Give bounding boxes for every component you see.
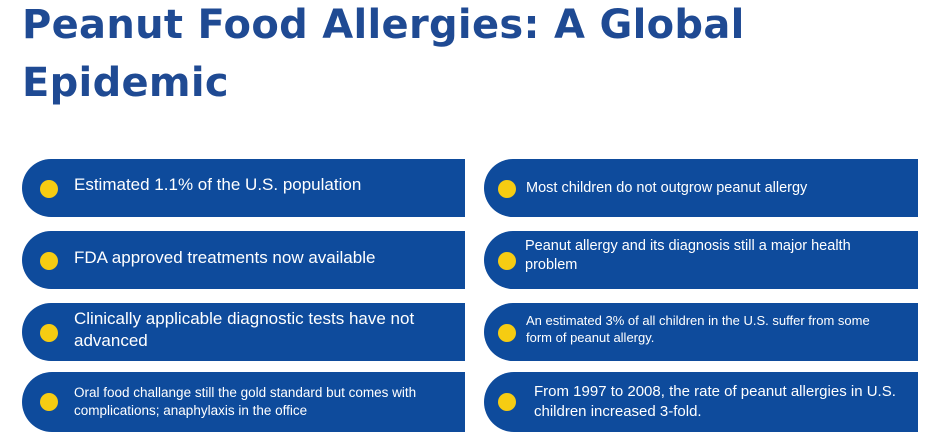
fact-text: Most children do not outgrow peanut allergy [526, 180, 808, 196]
fact-text: FDA approved treatments now available [74, 248, 376, 267]
fact-text: Estimated 1.1% of the U.S. population [74, 175, 362, 194]
fact-card-food-challenge [22, 372, 465, 432]
fact-card-three-percent [484, 303, 918, 361]
fact-text: Clinically applicable diagnostic tests have not advanced [74, 309, 415, 351]
bullet-dot-icon [498, 393, 516, 411]
bullet-dot-icon [40, 324, 58, 342]
fact-card-treatments [22, 231, 465, 289]
bullet-dot-icon [40, 252, 58, 270]
fact-card-health-problem [484, 231, 918, 289]
bullet-dot-icon [40, 393, 58, 411]
fact-card-three-fold [484, 372, 918, 432]
fact-card-diagnostic-tests [22, 303, 465, 361]
fact-text: From 1997 to 2008, the rate of peanut allergies in U.S. children increased 3-fold. [534, 383, 896, 420]
fact-text: An estimated 3% of all children in the U.S. suffer from some form of peanut allergy. [526, 313, 870, 345]
page-title: Peanut Food Allergies: A Global Epidemic [22, 2, 745, 106]
fact-card-population [22, 159, 465, 217]
bullet-dot-icon [498, 180, 516, 198]
bullet-dot-icon [40, 180, 58, 198]
fact-text: Oral food challange still the gold standard but comes with complications; anaphylaxis in the office [74, 385, 417, 418]
fact-text: Peanut allergy and its diagnosis still a major health problem [525, 238, 851, 273]
bullet-dot-icon [498, 252, 516, 270]
bullet-dot-icon [498, 324, 516, 342]
fact-card-outgrow [484, 159, 918, 217]
